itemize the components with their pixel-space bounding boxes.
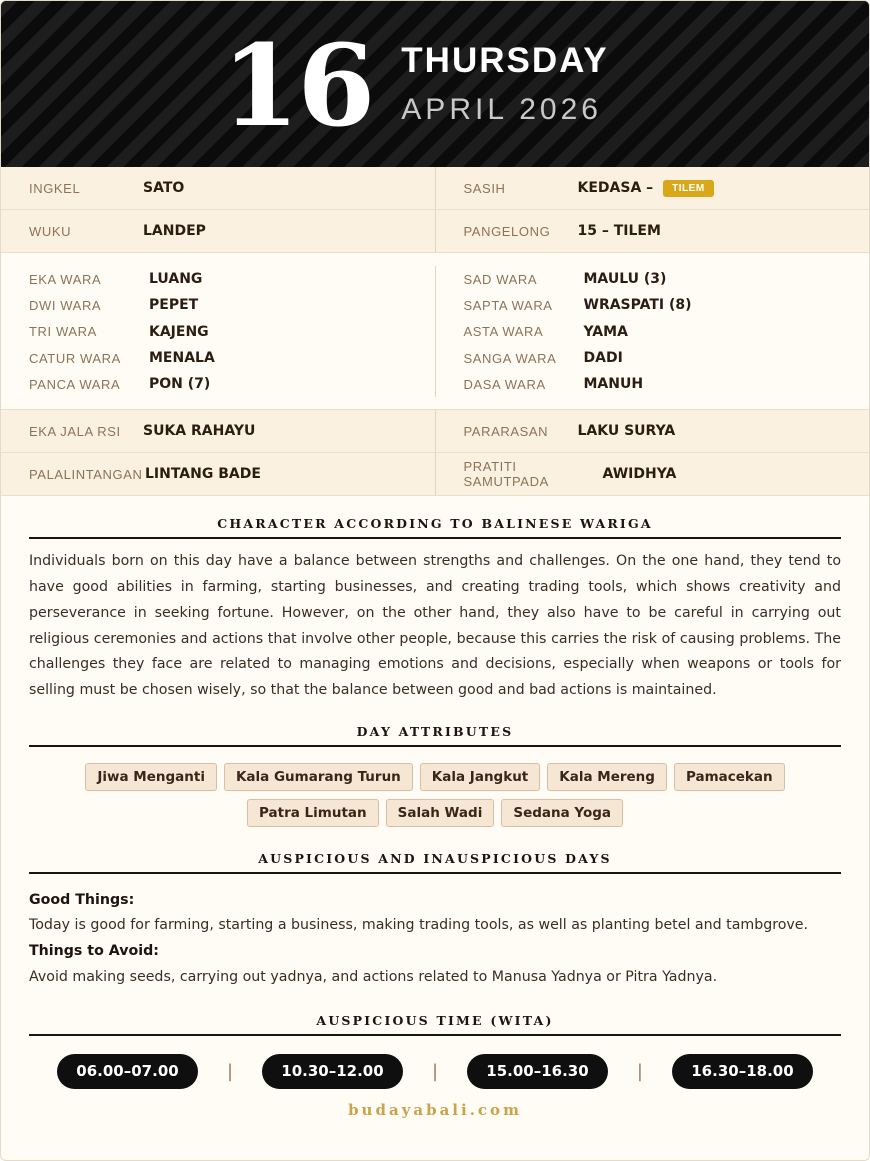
wara-label: CATUR WARA bbox=[29, 350, 121, 366]
wara-label: DWI WARA bbox=[29, 297, 102, 313]
info-label: PALALINTANGAN bbox=[29, 466, 143, 482]
wara-grid bbox=[1, 253, 869, 410]
info-cell-pratiti-samutpada bbox=[435, 453, 870, 495]
info-label: PANGELONG bbox=[463, 223, 551, 239]
info-row-ingkel-sasih bbox=[1, 167, 869, 210]
info-value: AWIDHYA bbox=[602, 466, 677, 483]
info-value: 15 – TILEM bbox=[577, 223, 661, 239]
attribute-chips bbox=[41, 763, 829, 827]
time-separator: | bbox=[226, 1060, 234, 1082]
info-row-ekajala-pararasan bbox=[1, 410, 869, 453]
wara-label: DASA WARA bbox=[463, 376, 546, 392]
month-year: APRIL 2026 bbox=[401, 93, 602, 126]
wara-label: PANCA WARA bbox=[29, 376, 121, 392]
wara-value: MAULU (3) bbox=[583, 271, 667, 288]
info-cell-pangelong bbox=[435, 210, 870, 252]
info-value: LANDEP bbox=[143, 223, 206, 239]
wara-left-column bbox=[1, 266, 435, 397]
weekday: THURSDAY bbox=[401, 41, 609, 80]
info-label: SASIH bbox=[463, 180, 506, 196]
wara-item bbox=[464, 345, 870, 371]
wara-label: EKA WARA bbox=[29, 271, 102, 287]
character-section bbox=[1, 516, 869, 703]
attribute-chip: Kala Mereng bbox=[547, 763, 667, 791]
wara-value: KAJENG bbox=[149, 323, 209, 340]
info-cell-pararasan bbox=[435, 410, 870, 452]
days-title: AUSPICIOUS AND INAUSPICIOUS DAYS bbox=[29, 851, 841, 874]
info-row-palalintangan-pratiti bbox=[1, 453, 869, 496]
attribute-chip: Jiwa Menganti bbox=[85, 763, 217, 791]
times-title: AUSPICIOUS TIME (WITA) bbox=[29, 1013, 841, 1036]
info-value: SUKA RAHAYU bbox=[143, 423, 256, 440]
attribute-chip: Pamacekan bbox=[674, 763, 785, 791]
days-content bbox=[29, 888, 841, 991]
info-value: LINTANG BADE bbox=[145, 466, 261, 483]
times-section bbox=[1, 1013, 869, 1089]
wara-item bbox=[464, 371, 870, 397]
info-label: PRATITI SAMUTPADA bbox=[463, 459, 549, 490]
days-section bbox=[1, 851, 869, 991]
info-label: EKA JALA RSI bbox=[29, 423, 121, 439]
info-row-wuku-pangelong bbox=[1, 210, 869, 253]
character-title: CHARACTER ACCORDING TO BALINESE WARIGA bbox=[29, 516, 841, 539]
time-slots bbox=[57, 1054, 813, 1089]
attribute-chip: Kala Gumarang Turun bbox=[224, 763, 413, 791]
wara-label: SAPTA WARA bbox=[463, 297, 553, 313]
wara-item bbox=[464, 266, 870, 292]
avoid-heading: Things to Avoid: bbox=[29, 943, 159, 960]
time-slot: 16.30–18.00 bbox=[672, 1054, 813, 1089]
wara-item bbox=[29, 371, 435, 397]
wara-item bbox=[464, 292, 870, 318]
wara-value: DADI bbox=[583, 350, 623, 367]
wara-label: SANGA WARA bbox=[463, 350, 557, 366]
info-cell-wuku bbox=[1, 210, 435, 252]
time-slot: 06.00–07.00 bbox=[57, 1054, 198, 1089]
date-header bbox=[1, 1, 869, 167]
wara-label: ASTA WARA bbox=[463, 324, 544, 340]
wara-label: SAD WARA bbox=[463, 271, 538, 287]
wara-value: MANUH bbox=[583, 376, 644, 393]
wara-value: MENALA bbox=[149, 350, 215, 367]
attribute-chip: Kala Jangkut bbox=[420, 763, 540, 791]
info-value: SATO bbox=[143, 180, 185, 196]
wara-right-column bbox=[435, 266, 870, 397]
avoid-text: Avoid making seeds, carrying out yadnya, and actions related to Manusa Yadnya or Pitra Yadnya. bbox=[29, 968, 718, 985]
info-value: LAKU SURYA bbox=[577, 423, 676, 440]
wara-label: TRI WARA bbox=[29, 324, 97, 340]
info-label: PARARASAN bbox=[463, 423, 549, 439]
wara-item bbox=[29, 292, 435, 318]
info-cell-sasih bbox=[435, 167, 870, 209]
info-value: KEDASA – bbox=[577, 180, 654, 196]
date-text bbox=[401, 41, 608, 127]
info-label: INGKEL bbox=[29, 180, 81, 196]
wara-value: WRASPATI (8) bbox=[583, 297, 692, 314]
wara-item bbox=[29, 266, 435, 292]
info-label: WUKU bbox=[29, 223, 72, 239]
time-slot: 15.00–16.30 bbox=[467, 1054, 608, 1089]
good-text: Today is good for farming, starting a business, making trading tools, as well as planting betel and tambgrove. bbox=[29, 917, 809, 934]
wara-item bbox=[29, 345, 435, 371]
attribute-chip: Sedana Yoga bbox=[501, 799, 623, 827]
character-text: Individuals born on this day have a balance between strengths and challenges. On the one hand, they tend to have good abilities in farming, starting businesses, and creating trading tools, which shows creativity and perseverance in seeking fortune. However, on the other hand, they also have to be careful in carrying out religious ceremonies and actions that involve other people, because this carries the risk of causing problems. The challenges they face are related to managing emotions and decisions, especially when weapons or tools for selling must be chosen wisely, so that the balance between good and bad actions is maintained. bbox=[29, 553, 841, 698]
attributes-title: DAY ATTRIBUTES bbox=[29, 724, 841, 747]
wara-value: PEPET bbox=[149, 297, 199, 314]
tilem-badge: TILEM bbox=[663, 180, 714, 197]
day-number: 16 bbox=[221, 21, 374, 152]
good-heading: Good Things: bbox=[29, 891, 135, 908]
info-cell-eka-jala-rsi bbox=[1, 410, 435, 452]
attribute-chip: Patra Limutan bbox=[247, 799, 379, 827]
wara-item bbox=[464, 319, 870, 345]
attribute-chip: Salah Wadi bbox=[386, 799, 495, 827]
time-separator: | bbox=[636, 1060, 643, 1082]
time-separator: | bbox=[431, 1060, 439, 1082]
time-slot: 10.30–12.00 bbox=[262, 1054, 403, 1089]
info-cell-ingkel bbox=[1, 167, 435, 209]
wara-item bbox=[29, 319, 435, 345]
wara-value: PON (7) bbox=[149, 376, 211, 393]
wara-value: LUANG bbox=[149, 271, 203, 288]
info-cell-palalintangan bbox=[1, 453, 435, 495]
site-footer[interactable]: budayabali.com bbox=[348, 1101, 522, 1119]
wara-value: YAMA bbox=[583, 323, 628, 340]
attributes-section bbox=[1, 724, 869, 827]
